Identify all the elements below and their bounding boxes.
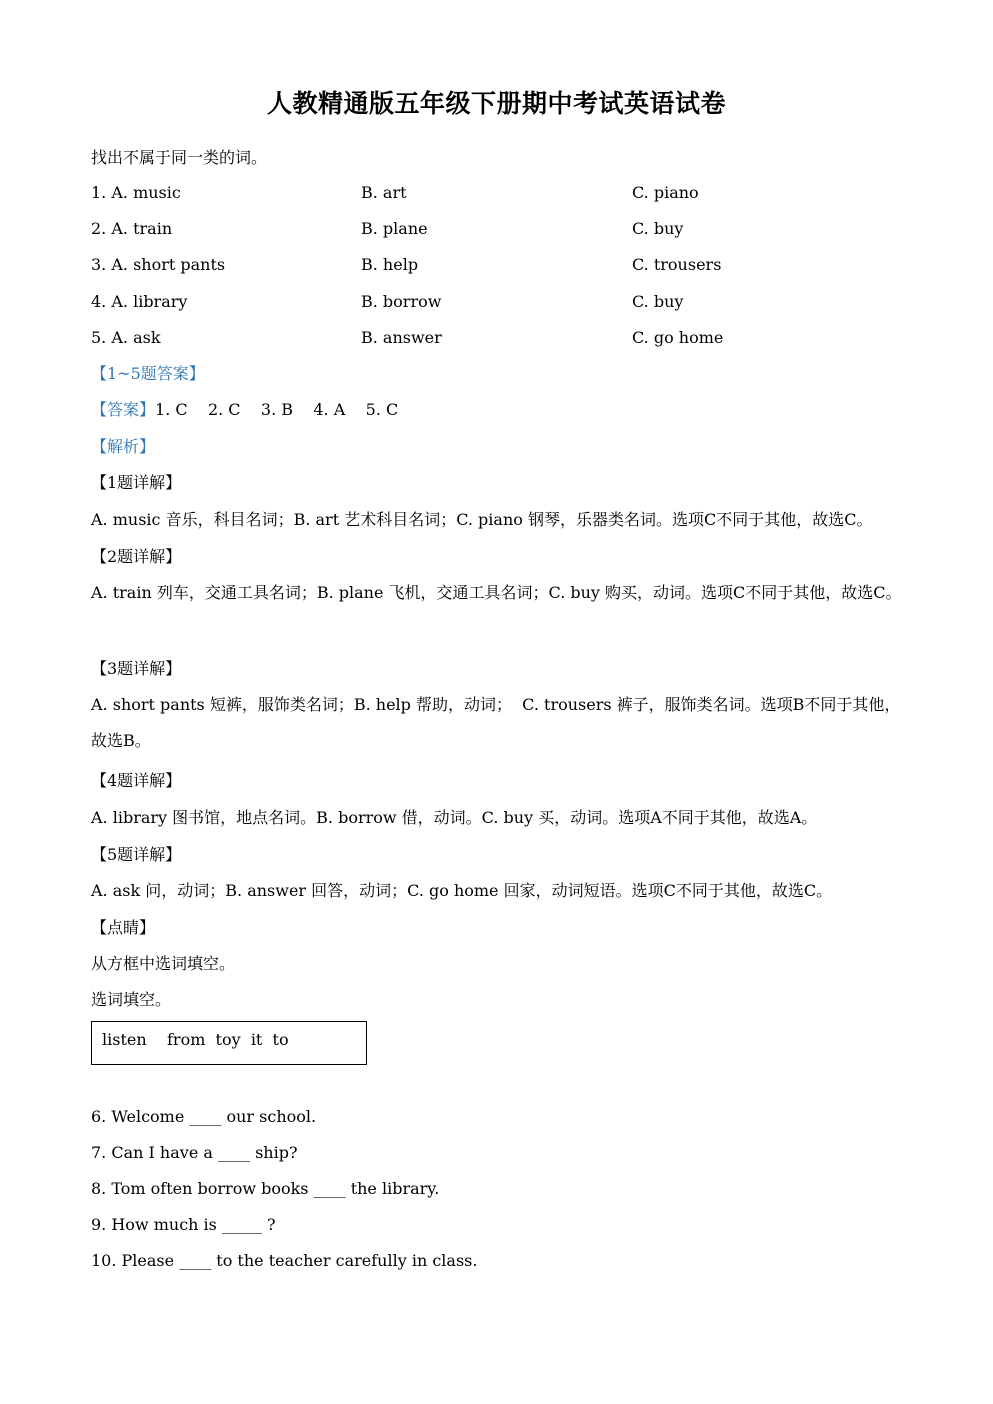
question-10: 10. Please ____ to the teacher carefully in class. bbox=[91, 1251, 478, 1270]
question-4-option-c: C. buy bbox=[632, 292, 684, 311]
question-2-option-a: 2. A. train bbox=[91, 219, 173, 238]
detail-3-heading: 【3题详解】 bbox=[91, 659, 182, 678]
answer-values: 1. C 2. C 3. B 4. A 5. C bbox=[155, 400, 399, 419]
question-1-option-c: C. piano bbox=[632, 183, 699, 202]
question-3-option-c: C. trousers bbox=[632, 255, 722, 274]
question-6: 6. Welcome ____ our school. bbox=[91, 1107, 317, 1126]
question-8: 8. Tom often borrow books ____ the library. bbox=[91, 1179, 440, 1198]
detail-4-heading: 【4题详解】 bbox=[91, 771, 182, 790]
detail-1-heading: 【1题详解】 bbox=[91, 473, 182, 492]
question-5-option-c: C. go home bbox=[632, 328, 724, 347]
tip-heading: 【点睛】 bbox=[91, 918, 156, 937]
detail-4-text: A. library 图书馆，地点名词。B. borrow 借，动词。C. buy 买，动词。选项A不同于其他，故选A。 bbox=[91, 808, 818, 827]
analysis-heading: 【解析】 bbox=[91, 437, 156, 456]
question-7: 7. Can I have a ____ ship? bbox=[91, 1143, 298, 1162]
detail-5-text: A. ask 问，动词；B. answer 回答，动词；C. go home 回家，动词短语。选项C不同于其他，故选C。 bbox=[91, 881, 833, 900]
detail-2-text: A. train 列车，交通工具名词；B. plane 飞机，交通工具名词；C. buy 购买，动词。选项C不同于其他，故选C。 bbox=[91, 583, 902, 602]
question-2-option-b: B. plane bbox=[361, 219, 428, 238]
detail-1-text: A. music 音乐，科目名词；B. art 艺术科目名词；C. piano 钢琴，乐器类名词。选项C不同于其他，故选C。 bbox=[91, 510, 873, 529]
word-choice-box: listen from toy it to bbox=[91, 1021, 367, 1065]
question-5-option-a: 5. A. ask bbox=[91, 328, 161, 347]
answer-line bbox=[91, 399, 398, 421]
detail-3-text: A. short pants 短裤，服饰类名词；B. help 帮助，动词； C. trousers 裤子，服饰类名词。选项B不同于其他，故选B。 bbox=[91, 695, 901, 750]
question-1-option-a: 1. A. music bbox=[91, 183, 181, 202]
page-title: 人教精通版五年级下册期中考试英语试卷 bbox=[266, 89, 726, 118]
section2-instruction-2: 选词填空。 bbox=[91, 990, 172, 1009]
question-5-option-b: B. answer bbox=[361, 328, 442, 347]
question-1-option-b: B. art bbox=[361, 183, 407, 202]
question-4-option-b: B. borrow bbox=[361, 292, 442, 311]
section2-instruction-1: 从方框中选词填空。 bbox=[91, 954, 236, 973]
detail-5-heading: 【5题详解】 bbox=[91, 845, 182, 864]
question-3-option-a: 3. A. short pants bbox=[91, 255, 226, 274]
question-4-option-a: 4. A. library bbox=[91, 292, 188, 311]
detail-2-heading: 【2题详解】 bbox=[91, 547, 182, 566]
question-2-option-c: C. buy bbox=[632, 219, 684, 238]
answer-label: 【答案】 bbox=[91, 400, 156, 419]
section1-instruction: 找出不属于同一类的词。 bbox=[91, 148, 268, 167]
question-9: 9. How much is _____ ? bbox=[91, 1215, 276, 1234]
question-3-option-b: B. help bbox=[361, 255, 419, 274]
answer-section-heading: 【1~5题答案】 bbox=[91, 364, 205, 383]
